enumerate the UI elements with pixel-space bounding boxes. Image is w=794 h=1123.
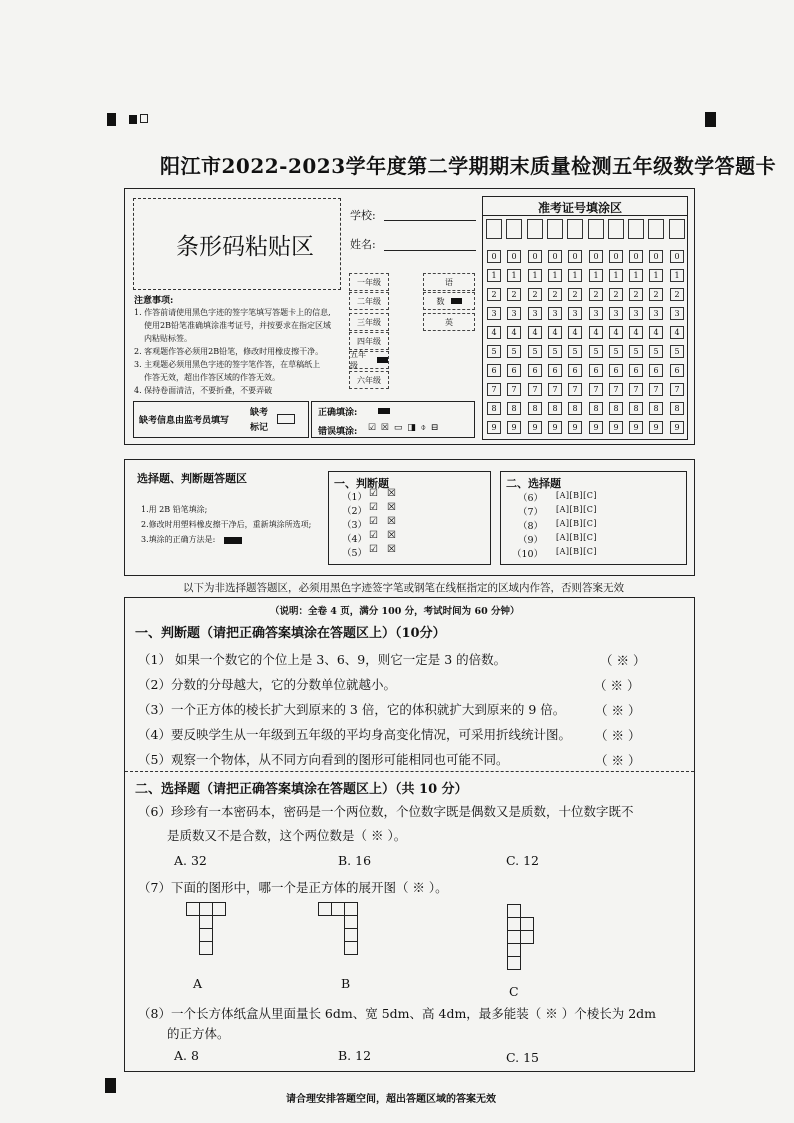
net-a-square [199,902,213,916]
exam-digit-bubble[interactable]: 5 [609,345,623,358]
exam-digit-bubble[interactable]: 0 [589,250,603,263]
note-line-6: 作答无效，超出作答区域的作答无效。 [144,373,280,382]
objective-note-1: 1.用 2B 铅笔填涂; [141,505,208,514]
choice-item-label: （9） [518,535,544,546]
q6-option-a: A. 32 [174,853,207,868]
net-b-square [344,902,358,916]
judge-item-label: （3） [342,520,368,531]
exam-digit-bubble[interactable]: 0 [528,250,542,263]
exam-digit-bubble[interactable]: 4 [548,326,562,339]
grade-5[interactable]: 五年级 [349,351,389,369]
grade-4[interactable]: 四年级 [349,332,389,350]
exam-number-write-cell[interactable] [567,219,583,239]
judge-answer-3: （ ※ ） [595,703,641,718]
exam-digit-bubble[interactable]: 3 [670,307,684,320]
exam-digit-bubble[interactable]: 3 [548,307,562,320]
exam-digit-bubble[interactable]: 6 [609,364,623,377]
exam-digit-bubble[interactable]: 1 [528,269,542,282]
net-a-square [199,928,213,942]
judge-box-title: 一、判断题 [334,477,389,490]
page-title: 阳江市2022-2023学年度第二学期期末质量检测五年级数学答题卡 [160,154,777,178]
subject-chinese[interactable]: 语 [423,273,475,291]
exam-digit-bubble[interactable]: 6 [548,364,562,377]
net-b-square [318,902,332,916]
judge-question-1: （1） 如果一个数它的个位上是 3、6、9，则它一定是 3 的倍数。 [138,652,507,667]
judge-item-label: （4） [342,534,368,545]
q6-line-2: 是质数又不是合数，这个两位数是（ ※ ）。 [167,828,407,843]
corner-mark-top-right [705,112,716,127]
exam-digit-bubble[interactable]: 8 [487,402,501,415]
exam-digit-bubble[interactable]: 3 [528,307,542,320]
net-b-square [344,941,358,955]
exam-digit-bubble[interactable]: 4 [609,326,623,339]
section-divider [125,771,694,772]
exam-digit-bubble[interactable]: 4 [589,326,603,339]
exam-digit-bubble[interactable]: 9 [589,421,603,434]
q7-label-a: A [193,976,203,991]
exam-digit-bubble[interactable]: 3 [629,307,643,320]
choice-option-bubbles[interactable]: [A][B][C] [556,547,598,556]
exam-digit-bubble[interactable]: 3 [589,307,603,320]
exam-digit-bubble[interactable]: 2 [629,288,643,301]
judge-false-bubble[interactable]: ☒ [387,544,396,555]
notes-title: 注意事项: [134,296,174,306]
net-a-square [199,941,213,955]
choice-item-label: （10） [512,549,544,560]
exam-digit-bubble[interactable]: 7 [548,383,562,396]
exam-digit-bubble[interactable]: 2 [568,288,582,301]
judge-true-bubble[interactable]: ☑ [369,502,378,513]
correct-fill-label: 正确填涂: [318,408,358,418]
wrong-fill-samples: ☑ ☒ ▭ ◨ ⌽ ⊟ [368,423,440,433]
exam-digit-bubble[interactable]: 5 [589,345,603,358]
q8-line-2: 的正方体。 [167,1026,230,1041]
exam-digit-bubble[interactable]: 5 [670,345,684,358]
q7-label-b: B [341,976,351,991]
subject-math[interactable]: 数 [423,292,475,310]
exam-digit-bubble[interactable]: 2 [609,288,623,301]
exam-digit-bubble[interactable]: 6 [507,364,521,377]
grade-6[interactable]: 六年级 [349,371,389,389]
exam-digit-bubble[interactable]: 6 [487,364,501,377]
correct-fill-example [224,537,242,544]
judge-item-label: （5） [342,548,368,559]
exam-digit-bubble[interactable]: 4 [528,326,542,339]
exam-digit-bubble[interactable]: 5 [649,345,663,358]
exam-digit-bubble[interactable]: 7 [629,383,643,396]
exam-digit-bubble[interactable]: 6 [589,364,603,377]
name-label: 姓名: [350,238,376,251]
subject-math-filled-mark [451,298,462,304]
judge-answer-2: （ ※ ） [594,678,640,693]
exam-digit-bubble[interactable]: 7 [609,383,623,396]
non-choice-notice: 以下为非选择题答题区，必须用黑色字迹签字笔或钢笔在线框指定的区域内作答，否则答案无效 [183,582,624,594]
judge-answer-1: （ ※ ） [600,653,646,668]
exam-digit-bubble[interactable]: 1 [609,269,623,282]
note-line-3: 内粘贴标签。 [144,334,192,343]
exam-digit-bubble[interactable]: 9 [649,421,663,434]
exam-number-write-cell[interactable] [588,219,604,239]
exam-digit-bubble[interactable]: 7 [507,383,521,396]
net-c-square [520,917,534,931]
exam-digit-bubble[interactable]: 8 [589,402,603,415]
exam-digit-bubble[interactable]: 6 [568,364,582,377]
exam-digit-bubble[interactable]: 5 [548,345,562,358]
grade-1[interactable]: 一年级 [349,273,389,291]
exam-digit-bubble[interactable]: 9 [609,421,623,434]
net-c-square [507,930,521,944]
exam-digit-bubble[interactable]: 8 [649,402,663,415]
objective-note-3: 3.填涂的正确方法是: [141,535,216,544]
exam-digit-bubble[interactable]: 9 [487,421,501,434]
exam-digit-bubble[interactable]: 2 [649,288,663,301]
exam-digit-bubble[interactable]: 9 [548,421,562,434]
exam-digit-bubble[interactable]: 7 [649,383,663,396]
choice-option-bubbles[interactable]: [A][B][C] [556,519,598,528]
correct-fill-sample [378,408,390,414]
note-line-1: 1. 作答前请使用黑色字迹的签字笔填写答题卡上的信息, [134,308,331,317]
exam-number-write-cell[interactable] [506,219,522,239]
exam-digit-bubble[interactable]: 1 [629,269,643,282]
exam-digit-bubble[interactable]: 7 [670,383,684,396]
exam-digit-bubble[interactable]: 5 [629,345,643,358]
judge-true-bubble[interactable]: ☑ [369,516,378,527]
exam-digit-bubble[interactable]: 8 [548,402,562,415]
exam-digit-bubble[interactable]: 0 [568,250,582,263]
exam-number-title: 准考证号填涂区 [538,201,623,215]
exam-digit-bubble[interactable]: 3 [609,307,623,320]
q7-text: （7）下面的图形中，哪一个是正方体的展开图（ ※ ）。 [138,880,448,895]
exam-digit-bubble[interactable]: 5 [528,345,542,358]
exam-digit-bubble[interactable]: 7 [528,383,542,396]
q8-option-a: A. 8 [174,1048,199,1063]
barcode-label: 条形码粘贴区 [176,234,314,260]
net-b-square [331,902,345,916]
exam-digit-bubble[interactable]: 9 [568,421,582,434]
net-b-square [344,928,358,942]
judge-true-bubble[interactable]: ☑ [369,530,378,541]
exam-number-write-cell[interactable] [527,219,543,239]
net-c-square [507,904,521,918]
q6-line-1: （6）珍珍有一本密码本，密码是一个两位数，个位数字既是偶数又是质数，十位数字既不 [138,804,634,819]
exam-digit-bubble[interactable]: 4 [649,326,663,339]
section2-title: 二、选择题（请把正确答案填涂在答题区上）（共 10 分） [135,782,468,797]
judge-question-5: （5）观察一个物体，从不同方向看到的图形可能相同也可能不同。 [138,752,509,767]
subject-english[interactable]: 英 [423,313,475,331]
judge-answer-4: （ ※ ） [595,728,641,743]
corner-mark-small [129,115,137,124]
exam-digit-bubble[interactable]: 1 [548,269,562,282]
choice-item-label: （8） [518,521,544,532]
exam-digit-bubble[interactable]: 3 [487,307,501,320]
exam-digit-bubble[interactable]: 2 [507,288,521,301]
choice-option-bubbles[interactable]: [A][B][C] [556,491,598,500]
choice-option-bubbles[interactable]: [A][B][C] [556,505,598,514]
exam-digit-bubble[interactable]: 7 [487,383,501,396]
q6-option-c: C. 12 [506,853,539,868]
net-c-square [507,943,521,957]
exam-digit-bubble[interactable]: 9 [670,421,684,434]
exam-digit-bubble[interactable]: 0 [649,250,663,263]
q7-label-c: C [509,984,519,999]
exam-digit-bubble[interactable]: 6 [649,364,663,377]
net-b-square [344,915,358,929]
judge-item-label: （1） [342,492,368,503]
wrong-fill-label: 错误填涂: [318,427,358,437]
exam-digit-bubble[interactable]: 9 [507,421,521,434]
school-label: 学校: [350,209,376,222]
judge-true-bubble[interactable]: ☑ [369,488,378,499]
grade-2[interactable]: 二年级 [349,292,389,310]
judge-question-4: （4）要反映学生从一年级到五年级的平均身高变化情况，可采用折线统计图。 [138,727,571,742]
exam-digit-bubble[interactable]: 5 [568,345,582,358]
exam-digit-bubble[interactable]: 4 [670,326,684,339]
exam-digit-bubble[interactable]: 2 [670,288,684,301]
section1-title: 一、判断题（请把正确答案填涂在答题区上）（10分） [135,626,446,641]
note-line-4: 2. 客观题作答必须用2B铅笔，修改时用橡皮擦干净。 [134,347,324,356]
net-a-square [199,915,213,929]
absent-label: 缺考信息由监考员填写 [139,416,230,426]
q8-option-b: B. 12 [338,1048,372,1063]
exam-digit-bubble[interactable]: 6 [670,364,684,377]
exam-number-write-cell[interactable] [669,219,685,239]
exam-number-write-cell[interactable] [648,219,664,239]
absent-mark-label-1: 缺考 [250,408,269,418]
exam-digit-bubble[interactable]: 2 [589,288,603,301]
exam-digit-bubble[interactable]: 8 [609,402,623,415]
exam-digit-bubble[interactable]: 8 [568,402,582,415]
exam-digit-bubble[interactable]: 1 [487,269,501,282]
judge-question-2: （2）分数的分母越大，它的分数单位就越小。 [138,677,396,692]
note-line-2: 使用2B铅笔准确填涂准考证号，并按要求在指定区域 [144,321,331,330]
exam-digit-bubble[interactable]: 0 [548,250,562,263]
exam-digit-bubble[interactable]: 8 [507,402,521,415]
grade-5-filled-mark [377,357,388,363]
exam-digit-bubble[interactable]: 2 [548,288,562,301]
exam-digit-bubble[interactable]: 4 [629,326,643,339]
exam-digit-bubble[interactable]: 7 [589,383,603,396]
exam-digit-bubble[interactable]: 2 [487,288,501,301]
choice-option-bubbles[interactable]: [A][B][C] [556,533,598,542]
corner-mark-bottom-left [105,1078,116,1093]
grade-3[interactable]: 三年级 [349,313,389,331]
exam-digit-bubble[interactable]: 4 [568,326,582,339]
exam-number-write-cell[interactable] [547,219,563,239]
exam-explanation: （说明：全卷 4 页，满分 100 分，考试时间为 60 分钟） [270,606,520,617]
judge-false-bubble[interactable]: ☒ [387,488,396,499]
exam-number-write-cell[interactable] [486,219,502,239]
exam-digit-bubble[interactable]: 9 [629,421,643,434]
exam-digit-bubble[interactable]: 0 [629,250,643,263]
exam-digit-bubble[interactable]: 3 [507,307,521,320]
q6-option-b: B. 16 [338,853,372,868]
exam-digit-bubble[interactable]: 5 [487,345,501,358]
exam-digit-bubble[interactable]: 0 [487,250,501,263]
corner-mark-top-left [107,113,116,126]
choice-item-label: （7） [518,507,544,518]
exam-digit-bubble[interactable]: 1 [589,269,603,282]
net-a-square [186,902,200,916]
exam-digit-bubble[interactable]: 0 [609,250,623,263]
judge-answer-5: （ ※ ） [595,753,641,768]
note-line-5: 3. 主观题必须用黑色字迹的签字笔作答，在草稿纸上 [134,360,321,369]
exam-digit-bubble[interactable]: 1 [649,269,663,282]
exam-digit-bubble[interactable]: 0 [670,250,684,263]
footer-notice: 请合理安排答题空间，超出答题区域的答案无效 [286,1094,496,1105]
exam-digit-bubble[interactable]: 4 [507,326,521,339]
objective-note-2: 2.修改时用塑料橡皮擦干净后，重新填涂所选项; [141,520,312,529]
exam-digit-bubble[interactable]: 1 [507,269,521,282]
exam-digit-bubble[interactable]: 0 [507,250,521,263]
exam-digit-bubble[interactable]: 4 [487,326,501,339]
exam-number-write-cell[interactable] [608,219,624,239]
q8-option-c: C. 15 [506,1050,539,1065]
exam-digit-bubble[interactable]: 3 [568,307,582,320]
judge-false-bubble[interactable]: ☒ [387,502,396,513]
note-line-7: 4. 保持卷面清洁，不要折叠，不要弄破 [134,386,273,395]
school-field[interactable] [384,220,476,221]
net-c-square [507,956,521,970]
exam-digit-bubble[interactable]: 1 [670,269,684,282]
exam-digit-bubble[interactable]: 1 [568,269,582,282]
exam-digit-bubble[interactable]: 5 [507,345,521,358]
exam-digit-bubble[interactable]: 6 [629,364,643,377]
judge-question-3: （3）一个正方体的棱长扩大到原来的 3 倍，它的体积就扩大到原来的 9 倍。 [138,702,566,717]
exam-digit-bubble[interactable]: 3 [649,307,663,320]
exam-digit-bubble[interactable]: 9 [528,421,542,434]
net-c-square [520,930,534,944]
absent-mark-label-2: 标记 [250,423,269,433]
objective-area-title: 选择题、判断题答题区 [137,472,247,485]
absent-checkbox[interactable] [277,414,295,424]
judge-false-bubble[interactable]: ☒ [387,516,396,527]
choice-item-label: （6） [518,493,544,504]
exam-number-write-cell[interactable] [628,219,644,239]
exam-digit-bubble[interactable]: 6 [528,364,542,377]
exam-digit-bubble[interactable]: 8 [629,402,643,415]
judge-false-bubble[interactable]: ☒ [387,530,396,541]
net-c-square [507,917,521,931]
judge-true-bubble[interactable]: ☑ [369,544,378,555]
exam-digit-bubble[interactable]: 8 [528,402,542,415]
q8-line-1: （8）一个长方体纸盒从里面量长 6dm、宽 5dm、高 4dm，最多能装（ ※ ）个棱长为 2dm [138,1006,657,1021]
exam-digit-bubble[interactable]: 8 [670,402,684,415]
judge-item-label: （2） [342,506,368,517]
net-a-square [212,902,226,916]
name-field[interactable] [384,250,476,251]
choice-box-title: 二、选择题 [506,477,561,490]
exam-digit-bubble[interactable]: 2 [528,288,542,301]
corner-mark-hollow [140,114,148,123]
exam-digit-bubble[interactable]: 7 [568,383,582,396]
